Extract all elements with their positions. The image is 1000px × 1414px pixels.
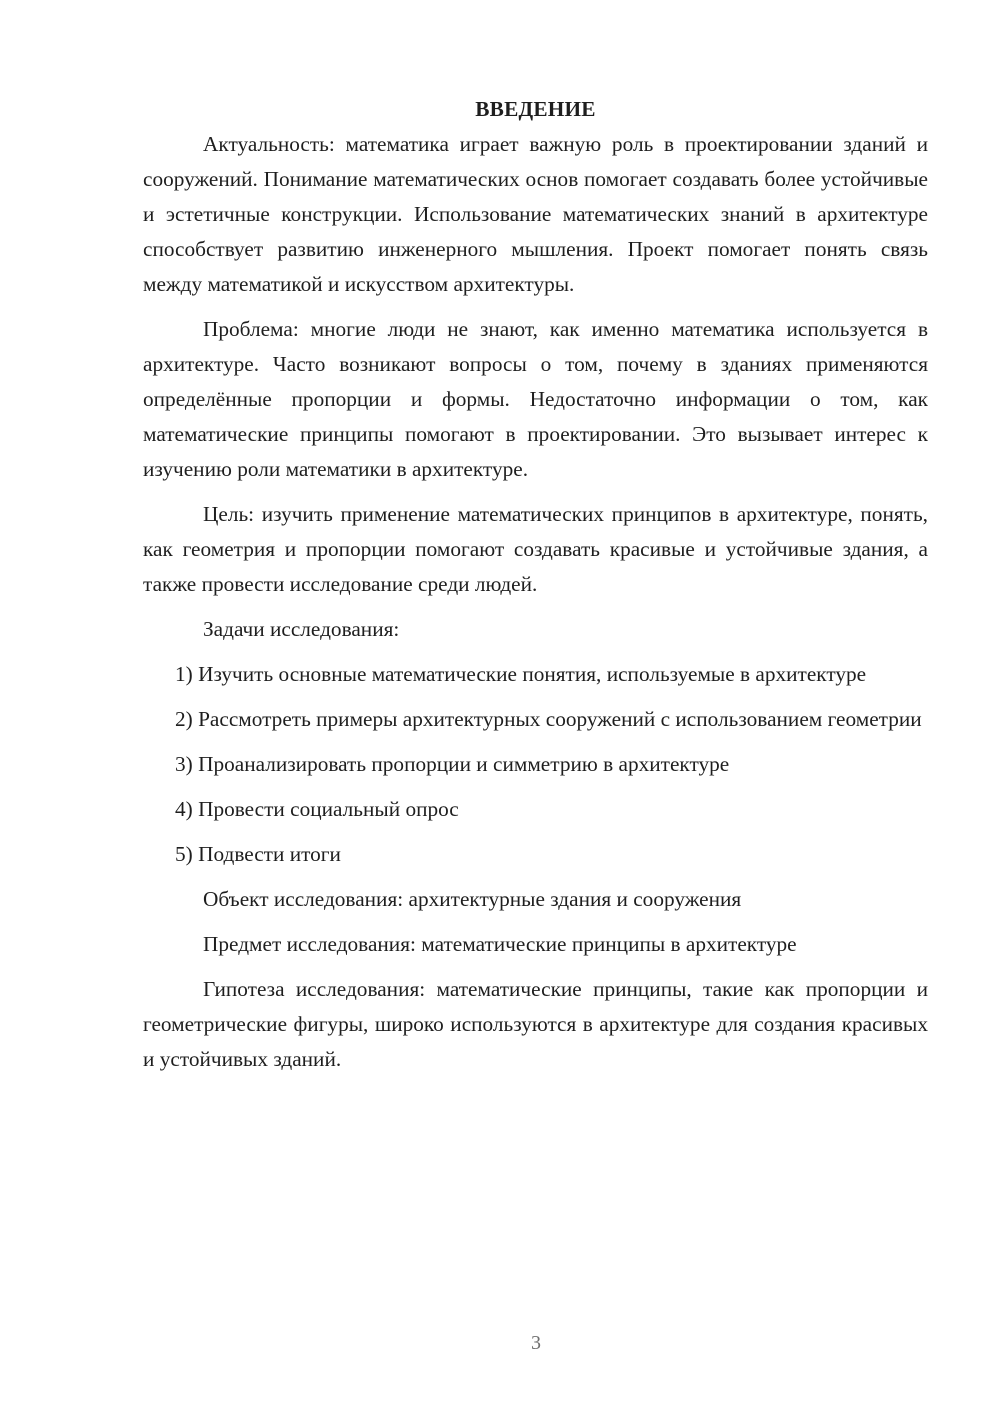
relevance-paragraph: Актуальность: математика играет важную роль в проектировании зданий и сооружений. Понимание математических основ помогает создавать более устойчивые и эстетичные конструкции. Использование математических знаний в архитектуре способствует развитию инженерного мышления. Проект помогает понять связь между математикой и искусством архитектуры.: [143, 132, 928, 296]
page-number: 3: [531, 1332, 541, 1354]
goal-paragraph: Цель: изучить применение математических принципов в архитектуре, понять, как геометрия и пропорции помогают создавать красивые и устойчивые здания, а также провести исследование среди людей.: [143, 502, 928, 596]
task-item-4: 4) Провести социальный опрос: [175, 797, 459, 821]
object-paragraph: Объект исследования: архитектурные здания и сооружения: [203, 887, 742, 911]
task-item-2: 2) Рассмотреть примеры архитектурных сооружений с использованием геометрии: [175, 707, 922, 731]
section-title: ВВЕДЕНИЕ: [475, 97, 596, 121]
task-item-1: 1) Изучить основные математические понятия, используемые в архитектуре: [175, 662, 867, 686]
hypothesis-paragraph: Гипотеза исследования: математические принципы, такие как пропорции и геометрические фигуры, широко используются в архитектуре для создания красивых и устойчивых зданий.: [143, 977, 928, 1071]
task-item-3: 3) Проанализировать пропорции и симметрию в архитектуре: [175, 752, 730, 776]
problem-paragraph: Проблема: многие люди не знают, как именно математика используется в архитектуре. Часто возникают вопросы о том, почему в зданиях применяются определённые пропорции и формы. Недостаточно информации о том, как математические принципы помогают в проектировании. Это вызывает интерес к изучению роли математики в архитектуре.: [143, 317, 928, 481]
task-item-5: 5) Подвести итоги: [175, 842, 341, 866]
subject-paragraph: Предмет исследования: математические принципы в архитектуре: [203, 932, 797, 956]
tasks-heading: Задачи исследования:: [203, 617, 400, 641]
document-page: [143, 92, 928, 1087]
